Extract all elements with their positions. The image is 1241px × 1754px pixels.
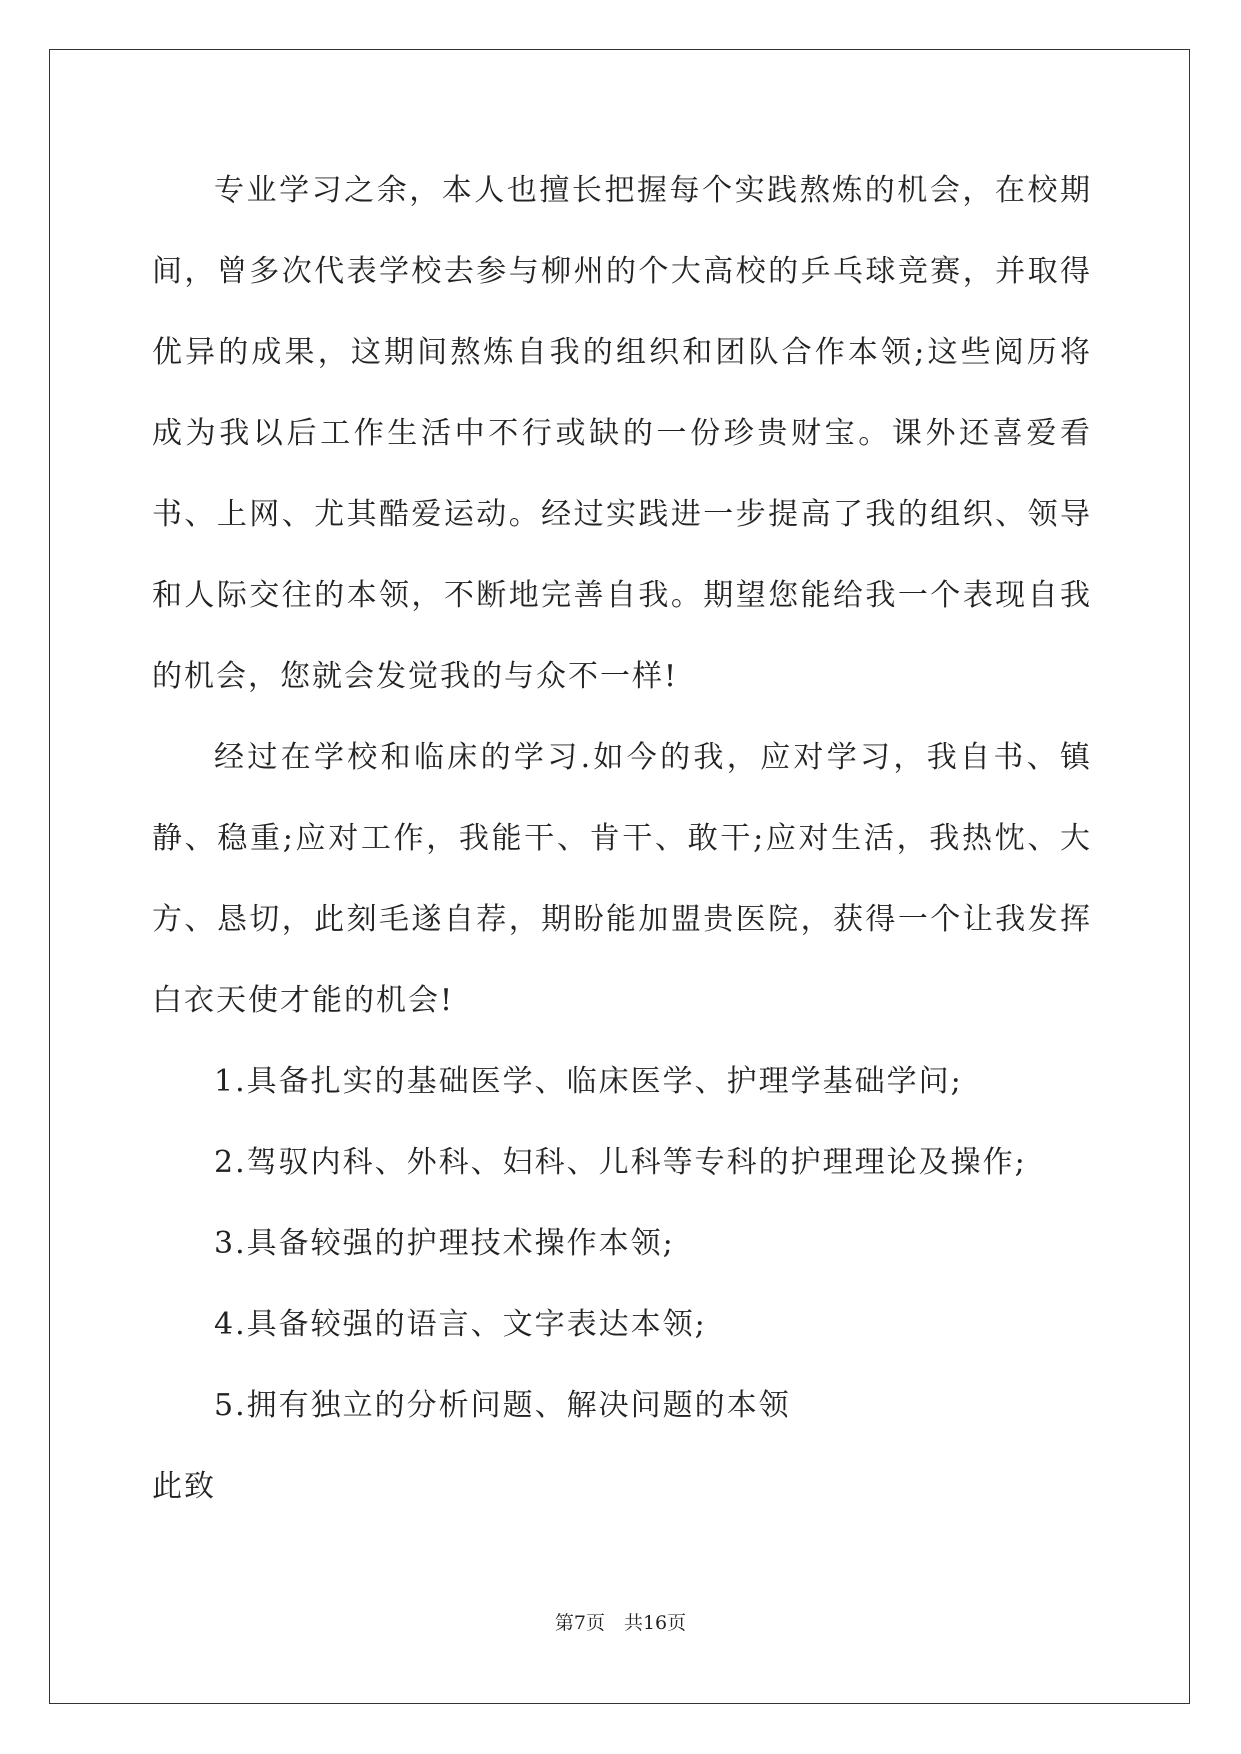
list-item: 4.具备较强的语言、文字表达本领;	[214, 1307, 707, 1342]
page-number: 第7页 共16页	[554, 1612, 687, 1634]
list-item: 5.拥有独立的分析问题、解决问题的本领	[214, 1388, 791, 1423]
paragraph-activities: 专业学习之余，本人也擅长把握每个实践熬炼的机会，在校期间，曾多次代表学校去参与柳州的个大高校的乒乓球竞赛，并取得优异的成果，这期间熬炼自我的组织和团队合作本领;这些阅历将成为我以后工作生活中不行或缺的一份珍贵财宝。课外还喜爱看书、上网、尤其酷爱运动。经过实践进一步提高了我的组织、领导和人际交往的本领，不断地完善自我。期望您能给我一个表现自我的机会，您就会发觉我的与众不一样!	[152, 173, 1092, 694]
list-item: 1.具备扎实的基础医学、临床医学、护理学基础学问;	[214, 1064, 963, 1099]
paragraph-self-recommendation: 经过在学校和临床的学习.如今的我，应对学习，我自书、镇静、稳重;应对工作，我能干、肯干、敢干;应对生活，我热忱、大方、恳切，此刻毛遂自荐，期盼能加盟贵医院，获得一个让我发挥白衣天使才能的机会!	[152, 740, 1092, 1018]
list-item: 3.具备较强的护理技术操作本领;	[214, 1226, 675, 1261]
closing-salutation: 此致	[152, 1469, 216, 1504]
document-body	[152, 150, 1092, 1527]
list-item: 2.驾驭内科、外科、妇科、儿科等专科的护理理论及操作;	[214, 1145, 1027, 1180]
